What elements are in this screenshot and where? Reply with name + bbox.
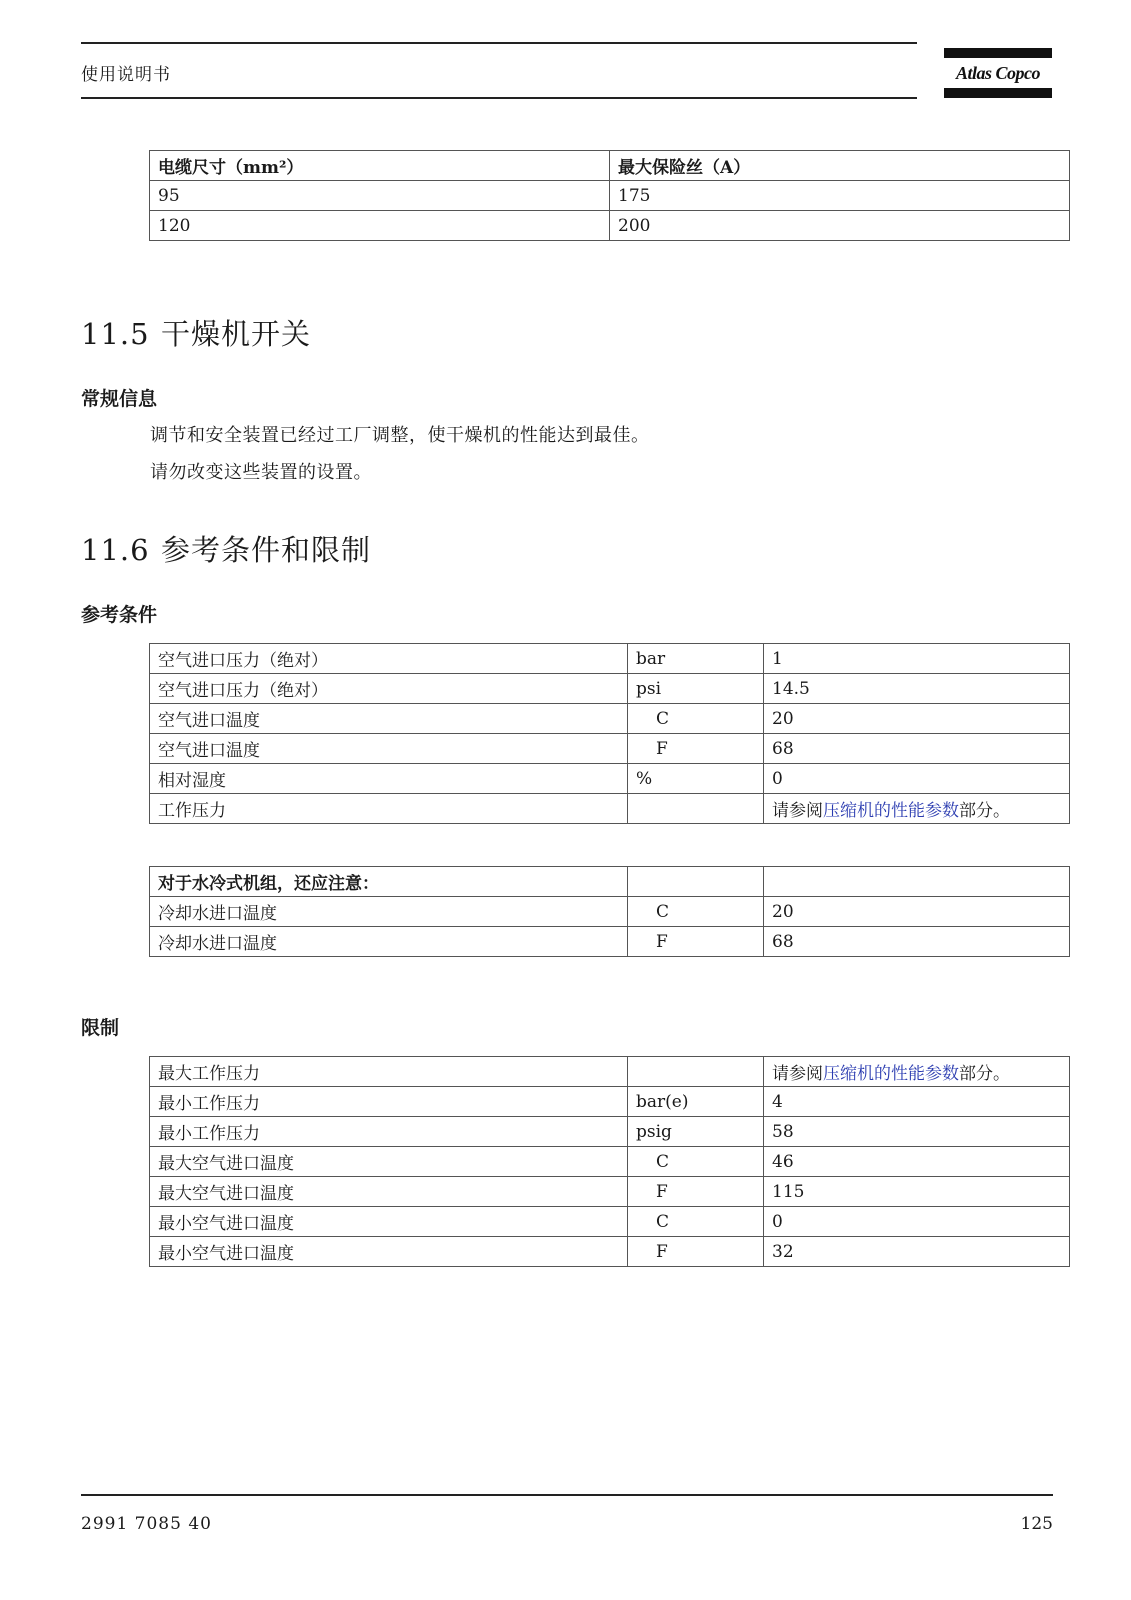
paragraph: 调节和安全装置已经过工厂调整，使干燥机的性能达到最佳。 [150,425,650,446]
section-title: 参考条件和限制 [161,533,372,567]
document-title: 使用说明书 [81,65,171,85]
section-number: 11.6 [81,533,150,567]
value-cell: 14.5 [764,674,1070,704]
parameter-cell: 最大工作压力 [150,1057,628,1087]
see-text: 部分。 [959,801,1010,821]
section-number: 11.5 [81,317,150,351]
value-cell: 4 [764,1087,1070,1117]
unit-cell: C [628,1147,764,1177]
fuse-table-header-cable: 电缆尺寸（mm²） [150,151,610,181]
table-row [150,1237,1070,1267]
table-row [150,1117,1070,1147]
value-cell: 46 [764,1147,1070,1177]
parameter-cell: 最大空气进口温度 [150,1177,628,1207]
page-number: 125 [1020,1514,1053,1534]
table-row [150,867,1070,897]
unit-cell [628,1057,764,1087]
table-row [150,734,1070,764]
parameter-cell: 空气进口压力（绝对） [150,674,628,704]
parameter-cell: 最大空气进口温度 [150,1147,628,1177]
unit-cell: F [628,1177,764,1207]
unit-cell: % [628,764,764,794]
table-row [150,211,1070,241]
document-number: 2991 7085 40 [81,1514,212,1534]
unit-cell [628,867,764,897]
table-cell: 200 [610,211,1070,241]
unit-cell: psi [628,674,764,704]
parameter-cell: 最小空气进口温度 [150,1207,628,1237]
parameter-cell: 空气进口温度 [150,704,628,734]
unit-cell: bar(e) [628,1087,764,1117]
fuse-table-header-fuse: 最大保险丝（A） [610,151,1070,181]
value-cell [764,867,1070,897]
table-row [150,674,1070,704]
subheading-reference-conditions: 参考条件 [81,604,158,626]
parameter-cell: 相对湿度 [150,764,628,794]
parameter-cell: 最小工作压力 [150,1087,628,1117]
footer-rule [81,1494,1053,1496]
table-row [150,1057,1070,1087]
parameter-cell: 冷却水进口温度 [150,897,628,927]
unit-cell: bar [628,644,764,674]
see-text: 请参阅 [772,801,823,821]
atlas-copco-logo [944,48,1052,100]
unit-cell: C [628,1207,764,1237]
fuse-table [149,150,1070,241]
water-cooled-heading: 对于水冷式机组，还应注意： [150,867,628,897]
value-cell [764,794,1070,824]
value-cell [764,1057,1070,1087]
compressor-performance-link[interactable]: 压缩机的性能参数 [823,801,959,821]
table-row [150,794,1070,824]
table-cell: 95 [150,181,610,211]
unit-cell: F [628,734,764,764]
paragraph: 请勿改变这些装置的设置。 [150,462,372,483]
logo-wordmark: Atlas Copco [955,63,1040,83]
value-cell: 0 [764,1207,1070,1237]
parameter-cell: 冷却水进口温度 [150,927,628,957]
value-cell: 32 [764,1237,1070,1267]
value-cell: 115 [764,1177,1070,1207]
header-top-rule [81,42,917,44]
unit-cell: F [628,1237,764,1267]
unit-cell: psig [628,1117,764,1147]
table-row [150,764,1070,794]
parameter-cell: 工作压力 [150,794,628,824]
subheading-limits: 限制 [81,1017,120,1039]
unit-cell [628,794,764,824]
water-cooled-table [149,866,1070,957]
section-heading-11-6 [81,528,371,569]
parameter-cell: 空气进口温度 [150,734,628,764]
parameter-cell: 最小工作压力 [150,1117,628,1147]
parameter-cell: 最小空气进口温度 [150,1237,628,1267]
value-cell: 68 [764,927,1070,957]
value-cell: 0 [764,764,1070,794]
see-text: 部分。 [959,1064,1010,1084]
subheading-general-info: 常规信息 [81,388,158,410]
parameter-cell: 空气进口压力（绝对） [150,644,628,674]
value-cell: 20 [764,897,1070,927]
value-cell: 20 [764,704,1070,734]
table-row [150,644,1070,674]
table-row [150,897,1070,927]
table-row [150,1177,1070,1207]
table-row [150,927,1070,957]
value-cell: 68 [764,734,1070,764]
section-heading-11-5 [81,312,311,353]
unit-cell: C [628,897,764,927]
header-bottom-rule [81,97,917,99]
unit-cell: F [628,927,764,957]
compressor-performance-link[interactable]: 压缩机的性能参数 [823,1064,959,1084]
unit-cell: C [628,704,764,734]
see-text: 请参阅 [772,1064,823,1084]
table-cell: 120 [150,211,610,241]
value-cell: 1 [764,644,1070,674]
limits-table [149,1056,1070,1267]
table-row [150,1147,1070,1177]
table-cell: 175 [610,181,1070,211]
table-row [150,1207,1070,1237]
reference-conditions-table [149,643,1070,824]
table-row [150,704,1070,734]
section-title: 干燥机开关 [161,317,312,351]
table-row [150,181,1070,211]
table-row [150,1087,1070,1117]
value-cell: 58 [764,1117,1070,1147]
